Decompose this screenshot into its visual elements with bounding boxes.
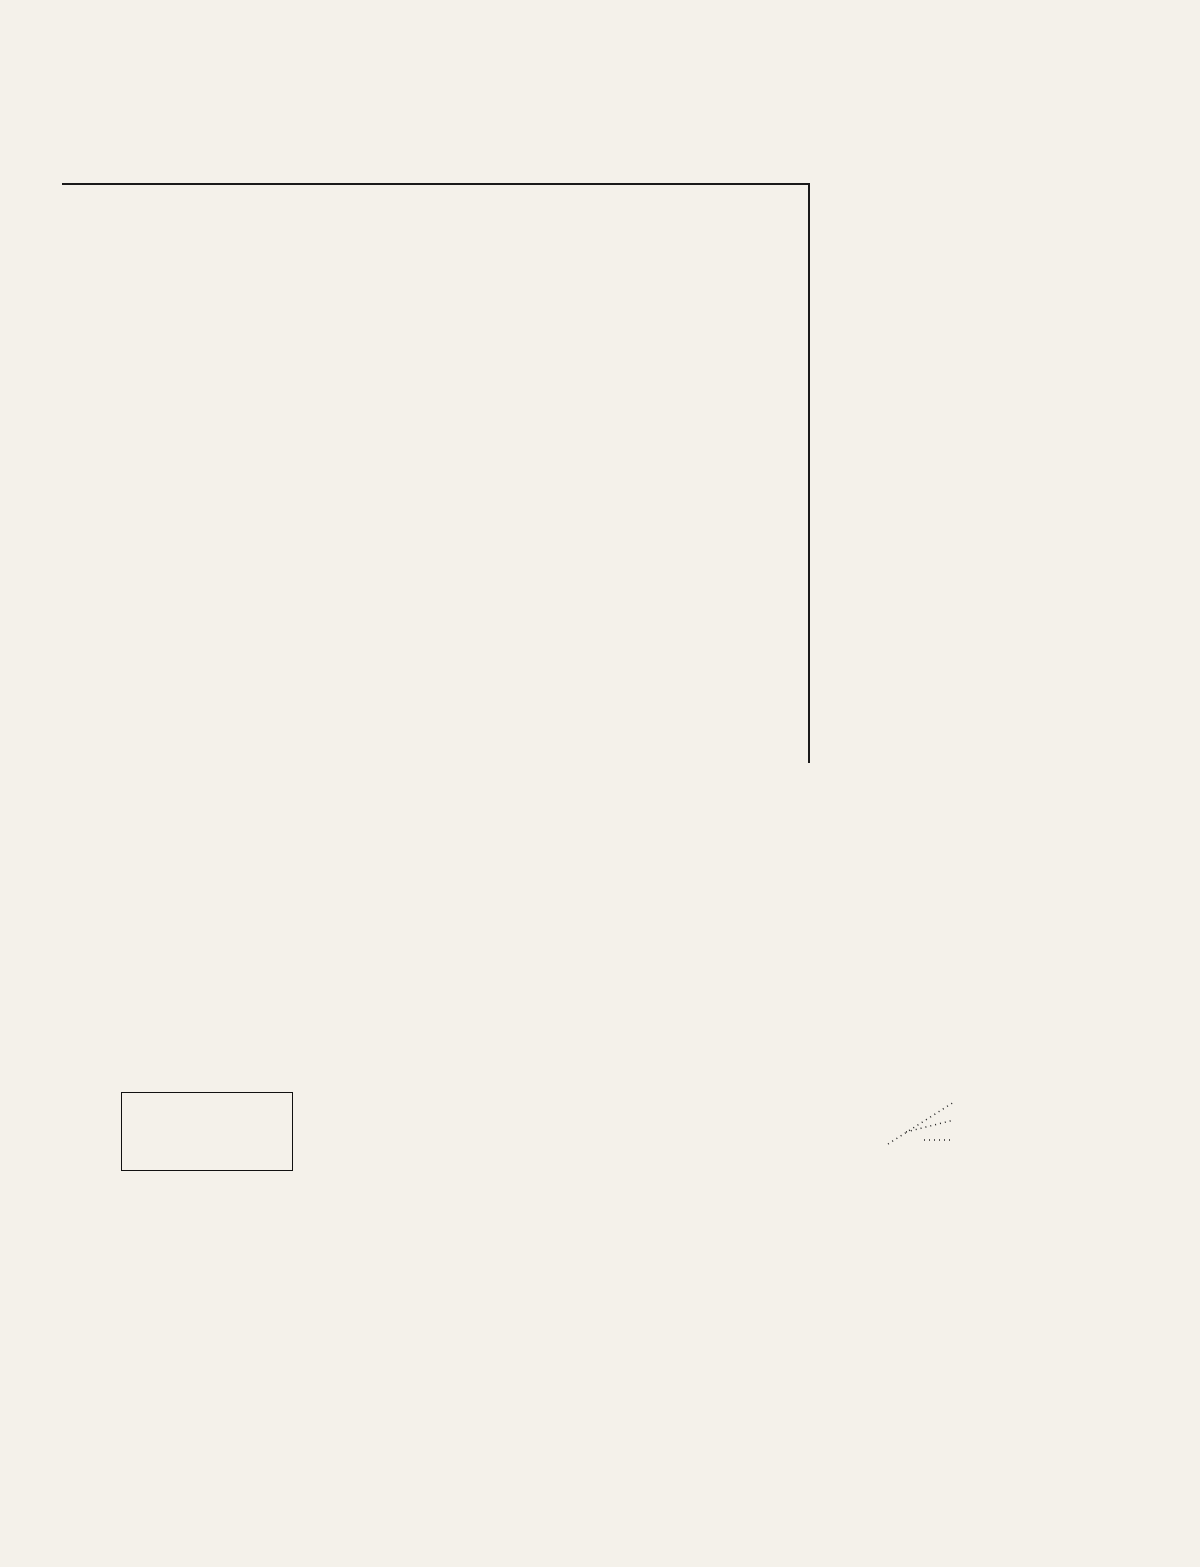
section-divider [62, 183, 810, 185]
column-divider [808, 183, 810, 763]
payoff-dotted-lines [884, 1096, 962, 1152]
contact-address [575, 1410, 597, 1429]
deposit-box [121, 1092, 293, 1171]
